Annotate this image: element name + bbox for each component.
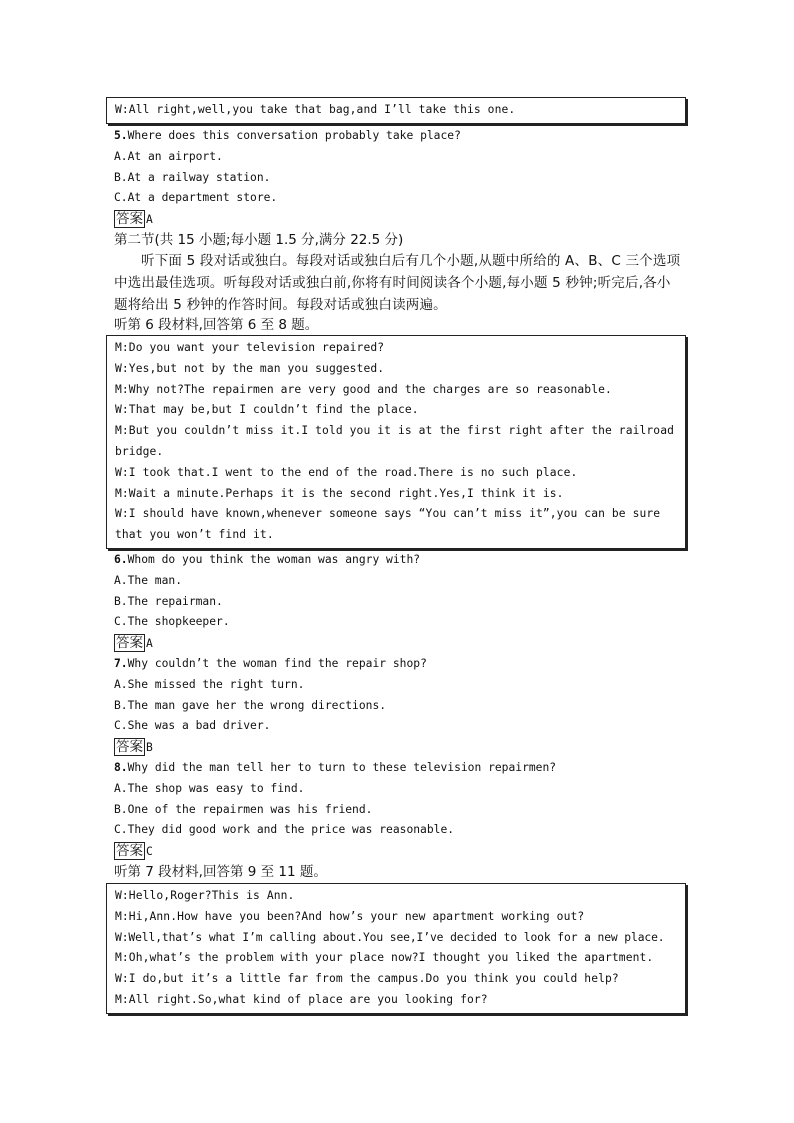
answer-7 <box>114 737 153 757</box>
question-5 <box>114 126 461 209</box>
dialogue-line: M:Hi,Ann.How have you been?And how’s your new apartment working out? <box>115 909 585 923</box>
dialogue-line: W:All right,well,you take that bag,and I’ll take this one. <box>115 103 516 116</box>
answer-8 <box>114 841 153 861</box>
dialogue-line: W:Hello,Roger?This is Ann. <box>115 889 295 902</box>
dialogue-line: W:I do,but it’s a little far from the campus.Do you think you could help? <box>115 972 619 986</box>
option-a: A.The shop was easy to find. <box>114 781 305 795</box>
answer-value: A <box>146 212 153 226</box>
answer-label: 答案 <box>116 211 143 227</box>
dialogue-box-material-6 <box>106 335 686 549</box>
option-a: A.She missed the right turn. <box>114 677 305 691</box>
option-c: C.She was a bad driver. <box>114 719 271 733</box>
answer-5 <box>114 209 153 229</box>
option-b: B.The man gave her the wrong directions. <box>114 698 387 712</box>
question-number: 8. <box>114 761 128 774</box>
question-5-stem <box>114 126 461 147</box>
option-c: C.The shopkeeper. <box>114 615 230 629</box>
question-7 <box>114 654 427 737</box>
option-b: B.At a railway station. <box>114 170 271 184</box>
option-a: A.At an airport. <box>114 149 223 163</box>
dialogue-line: W:That may be,but I couldn’t find the place. <box>115 403 419 417</box>
answer-value: A <box>146 636 153 650</box>
option-b: B.One of the repairmen was his friend. <box>114 802 373 816</box>
question-number: 7. <box>114 657 128 670</box>
question-text: Where does this conversation probably take place? <box>127 129 461 142</box>
answer-value: C <box>146 844 153 858</box>
material-7-heading: 听第 7 段材料,回答第 9 至 11 题。 <box>114 864 327 880</box>
option-c: C.They did good work and the price was reasonable. <box>114 823 455 837</box>
dialogue-line: M:Oh,what’s the problem with your place now?I thought you liked the apartment. <box>115 951 654 965</box>
dialogue-line: M:Why not?The repairmen are very good and the charges are so reasonable. <box>115 382 612 396</box>
dialogue-line: W:I should have known,whenever someone says “You can’t miss it”,you can be sure that you won’t find it. <box>115 507 661 542</box>
question-8 <box>114 758 556 841</box>
dialogue-line: W:Yes,but not by the man you suggested. <box>115 361 385 375</box>
question-6 <box>114 550 420 633</box>
material-6-heading: 听第 6 段材料,回答第 6 至 8 题。 <box>114 317 319 333</box>
question-number: 6. <box>114 553 128 566</box>
option-a: A.The man. <box>114 573 183 587</box>
question-6-stem <box>114 550 420 571</box>
question-number: 5. <box>114 129 128 142</box>
question-7-stem <box>114 654 427 675</box>
option-b: B.The repairman. <box>114 594 223 608</box>
dialogue-line: M:Do you want your television repaired? <box>115 341 385 354</box>
question-8-stem <box>114 758 556 779</box>
dialogue-line: M:All right.So,what kind of place are you looking for? <box>115 992 488 1006</box>
dialogue-line: M:But you couldn’t miss it.I told you it is at the first right after the railroad bridge. <box>115 424 675 458</box>
answer-label: 答案 <box>116 635 143 651</box>
dialogue-line: W:Well,that’s what I’m calling about.You see,I’ve decided to look for a new place. <box>115 930 665 944</box>
dialogue-box-material-7 <box>106 883 686 1014</box>
question-text: Whom do you think the woman was angry with? <box>127 553 421 566</box>
answer-6 <box>114 633 153 653</box>
dialogue-line: W:I took that.I went to the end of the road.There is no such place. <box>115 465 578 479</box>
dialogue-line: M:Wait a minute.Perhaps it is the second right.Yes,I think it is. <box>115 486 564 500</box>
answer-label: 答案 <box>116 739 143 755</box>
answer-value: B <box>146 740 153 754</box>
dialogue-box-0 <box>106 97 686 124</box>
question-text: Why couldn’t the woman find the repair shop? <box>127 657 427 670</box>
answer-label: 答案 <box>116 843 143 859</box>
question-text: Why did the man tell her to turn to these television repairmen? <box>127 761 557 774</box>
section-2-heading: 第二节(共 15 小题;每小题 1.5 分,满分 22.5 分) <box>114 232 404 248</box>
section-2-instructions: 听下面 5 段对话或独白。每段对话或独白后有几个小题,从题中所给的 A、B、C 三个选项中选出最佳选项。听每段对话或独白前,你将有时间阅读各个小题,每小题 5 秒钟;听完后,各小题将给出 5 秒钟的作答时间。每段对话或独白读两遍。 <box>114 253 681 313</box>
option-c: C.At a department store. <box>114 191 278 205</box>
